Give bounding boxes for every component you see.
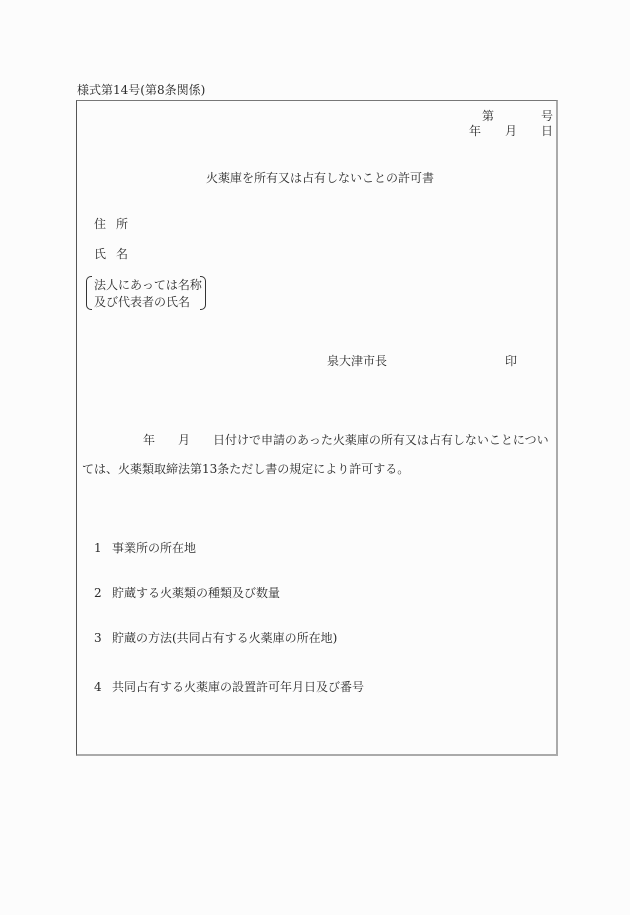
reference-number-prefix: 第 bbox=[482, 109, 495, 123]
list-item bbox=[94, 542, 196, 554]
issue-date-day-label: 日 bbox=[541, 124, 554, 138]
body-year-label: 年 bbox=[143, 433, 156, 447]
list-item-number: 4 bbox=[94, 680, 102, 694]
corporate-note-line2: 及び代表者の氏名 bbox=[94, 295, 191, 309]
issuer-mayor: 泉大津市長 bbox=[327, 354, 388, 368]
document-title: 火薬庫を所有又は占有しないことの許可書 bbox=[206, 171, 435, 185]
body-text-line1: 日付けで申請のあった火薬庫の所有又は占有しないことについ bbox=[213, 433, 549, 447]
name-label: 氏名 bbox=[94, 247, 139, 261]
list-item-label: 貯蔵する火薬類の種類及び数量 bbox=[112, 586, 281, 600]
list-item bbox=[94, 681, 364, 693]
issue-date-year-label: 年 bbox=[469, 124, 482, 138]
list-item-number: 2 bbox=[94, 586, 102, 600]
list-item-label: 貯蔵の方法(共同占有する火薬庫の所在地) bbox=[112, 631, 338, 645]
left-bracket-icon bbox=[86, 276, 92, 310]
list-item bbox=[94, 632, 337, 644]
issue-date-month-label: 月 bbox=[505, 124, 518, 138]
seal-mark: 印 bbox=[505, 354, 518, 368]
list-item-label: 共同占有する火薬庫の設置許可年月日及び番号 bbox=[112, 680, 365, 694]
corporate-note-line1: 法人にあっては名称 bbox=[94, 278, 202, 292]
list-item bbox=[94, 587, 280, 599]
form-number: 様式第14号(第8条関係) bbox=[77, 83, 206, 97]
body-text-line2: ては、火薬類取締法第13条ただし書の規定により許可する。 bbox=[82, 462, 410, 476]
address-label: 住所 bbox=[94, 217, 139, 231]
list-item-number: 3 bbox=[94, 631, 102, 645]
list-item-number: 1 bbox=[94, 541, 102, 555]
reference-number-suffix: 号 bbox=[541, 109, 554, 123]
body-month-label: 月 bbox=[178, 433, 191, 447]
document-frame bbox=[76, 100, 558, 756]
list-item-label: 事業所の所在地 bbox=[112, 541, 197, 555]
